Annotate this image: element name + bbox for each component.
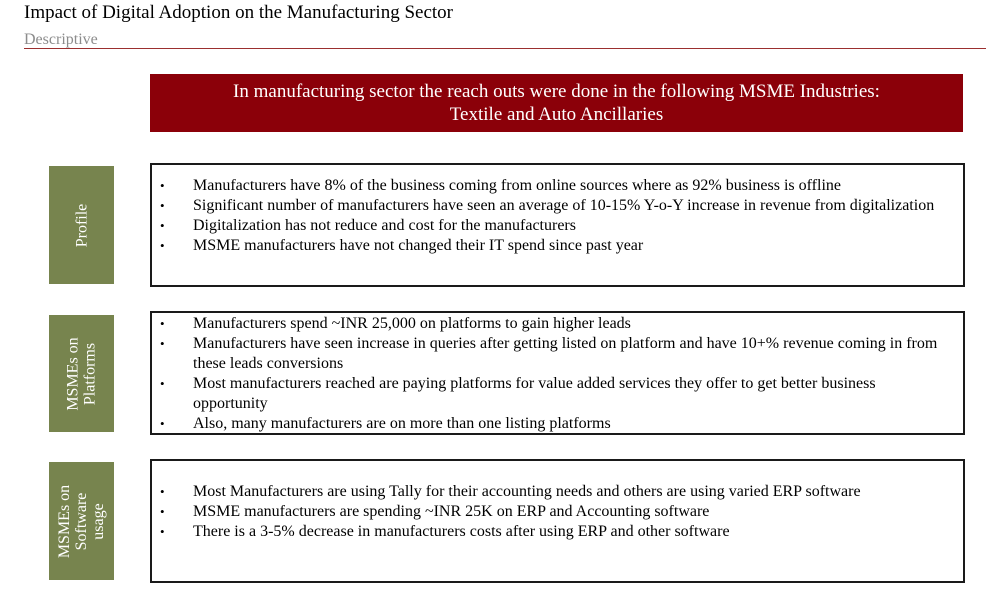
list-item: • Manufacturers spend ~INR 25,000 on platforms to gain higher leads bbox=[160, 315, 631, 332]
tab-software-label: MSMEs on Software usage bbox=[56, 484, 108, 558]
bullet-icon: • bbox=[160, 484, 165, 499]
list-item: • Manufacturers have 8% of the business coming from online sources where as 92% business is offline bbox=[160, 177, 841, 194]
bullet-icon: • bbox=[160, 178, 165, 193]
bullet-icon: • bbox=[160, 218, 165, 233]
bullet-icon: • bbox=[160, 416, 165, 431]
list-item: • Also, many manufacturers are on more than one listing platforms bbox=[160, 415, 611, 432]
banner-line-1: In manufacturing sector the reach outs were done in the following MSME Industries: bbox=[233, 81, 880, 102]
list-item: • MSME manufacturers are spending ~INR 25K on ERP and Accounting software bbox=[160, 503, 710, 520]
bullet-icon: • bbox=[160, 238, 165, 253]
banner-line-2: Textile and Auto Ancillaries bbox=[449, 104, 664, 125]
page-subtitle: Descriptive bbox=[24, 31, 98, 48]
list-item: • Manufacturers have seen increase in queries after getting listed on platform and have 10+% revenue coming in from these leads conversions bbox=[160, 335, 938, 372]
list-item: • There is a 3-5% decrease in manufacturers costs after using ERP and other software bbox=[160, 523, 730, 540]
bullet-icon: • bbox=[160, 504, 165, 519]
bullet-icon: • bbox=[160, 336, 165, 351]
list-item: • Most Manufacturers are using Tally for their accounting needs and others are using varied ERP software bbox=[160, 483, 861, 500]
title-divider bbox=[24, 48, 986, 49]
list-item: • MSME manufacturers have not changed their IT spend since past year bbox=[160, 237, 644, 254]
platforms-box bbox=[150, 311, 965, 435]
software-list bbox=[152, 461, 963, 542]
tab-profile bbox=[49, 166, 114, 284]
software-box bbox=[150, 459, 965, 583]
tab-profile-label: Profile bbox=[72, 203, 90, 247]
bullet-icon: • bbox=[160, 316, 165, 331]
list-item: • Digitalization has not reduce and cost for the manufacturers bbox=[160, 217, 576, 234]
list-item: • Significant number of manufacturers have seen an average of 10-15% Y-o-Y increase in revenue from digitalization bbox=[160, 197, 935, 214]
profile-list bbox=[152, 165, 963, 256]
tab-software bbox=[49, 462, 114, 580]
list-item: • Most manufacturers reached are paying platforms for value added services they offer to get better business opportunity bbox=[160, 375, 876, 412]
page-title: Impact of Digital Adoption on the Manufacturing Sector bbox=[24, 2, 453, 23]
tab-platforms bbox=[49, 315, 114, 432]
industries-banner bbox=[150, 74, 963, 132]
platforms-list bbox=[152, 313, 963, 434]
tab-platforms-label: MSMEs on Platforms bbox=[64, 336, 99, 411]
bullet-icon: • bbox=[160, 524, 165, 539]
profile-box bbox=[150, 163, 965, 287]
bullet-icon: • bbox=[160, 198, 165, 213]
bullet-icon: • bbox=[160, 376, 165, 391]
